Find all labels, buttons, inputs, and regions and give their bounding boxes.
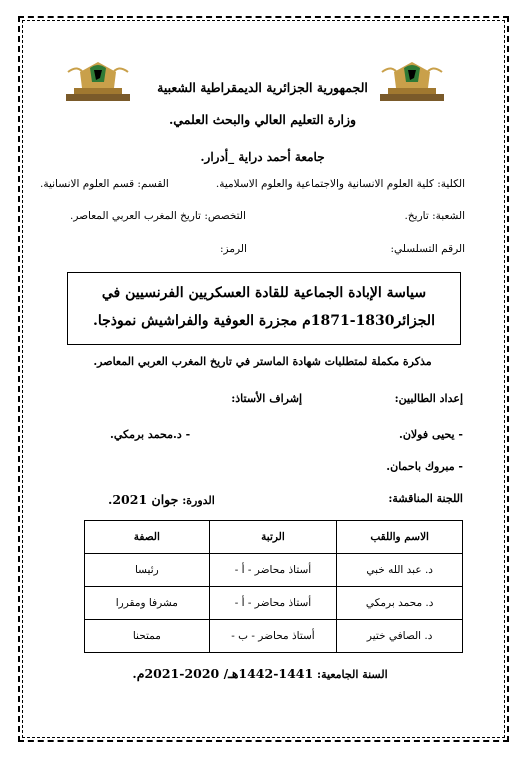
student-name-2: - مبروك باحمان. (386, 460, 463, 473)
ministry-heading: وزارة التعليم العالي والبحث العلمي. (168, 112, 357, 127)
academic-year-label: السنة الجامعية: (317, 668, 388, 681)
header-name: الاسم واللقب (337, 521, 463, 554)
faculty-text: الكلية: كلية العلوم الانسانية والاجتماعية والعلوم الاسلامية. (215, 178, 465, 190)
session-label: الدورة: (182, 494, 215, 507)
republic-heading: الجمهورية الجزائرية الديمقراطية الشعبية (157, 80, 368, 95)
memo-text: مذكرة مكملة لمتطلبات شهادة الماستر في تاريخ المغرب العربي المعاصر. (93, 355, 432, 368)
header-rank: الرتبة (209, 521, 337, 554)
serial-row (40, 243, 465, 255)
academic-year-line (40, 666, 480, 681)
cell-role: رئيسا (85, 554, 210, 587)
branch-text: الشعبة: تاريخ. (404, 210, 465, 222)
cell-name: د. عبد الله خبي (337, 554, 463, 587)
university-heading: جامعة أحمد دراية _أدرار. (200, 150, 325, 164)
students-label: إعداد الطالبين: (394, 392, 463, 405)
table-row (85, 587, 463, 620)
table-row (85, 620, 463, 653)
cell-name: د. محمد برمكي (337, 587, 463, 620)
cell-role: مشرفا ومقررا (85, 587, 210, 620)
academic-year-value: 1441-1442هـ/ 2020-2021م. (132, 666, 314, 681)
cell-rank: أستاذ محاضر - أ - (209, 587, 337, 620)
cell-name: د. الصافي ختير (337, 620, 463, 653)
table-header-row (85, 521, 463, 554)
session-value: جوان 2021. (108, 492, 179, 507)
cell-rank: أستاذ محاضر - ب - (209, 620, 337, 653)
thesis-title-line1: سياسة الإبادة الجماعية للقادة العسكريين الفرنسيين في (101, 285, 427, 301)
supervisor-label: إشراف الأستاذ: (231, 392, 302, 405)
student-name-1: - يحيى فولان. (399, 428, 463, 441)
table-row (85, 554, 463, 587)
branch-row (40, 210, 465, 222)
department-text: القسم: قسم العلوم الانسانية. (40, 178, 169, 190)
code-text: الرمز: (220, 243, 247, 255)
supervisor-name: - د.محمد برمكي. (110, 428, 191, 441)
jury-table (84, 520, 463, 653)
committee-label: اللجنة المناقشة: (388, 492, 463, 505)
faculty-row (40, 178, 465, 190)
thesis-title-line2: الجزائر1830-1871م مجزرة العوفية والفراشيش نموذجا. (93, 313, 435, 329)
cell-rank: أستاذ محاضر - أ - (209, 554, 337, 587)
thesis-title-box (67, 272, 461, 345)
cell-role: ممتحنا (85, 620, 210, 653)
session-line (108, 492, 215, 507)
serial-text: الرقم التسلسلي: (390, 243, 465, 255)
specialty-text: التخصص: تاريخ المغرب العربي المعاصر. (70, 210, 246, 222)
header-role: الصفة (85, 521, 210, 554)
